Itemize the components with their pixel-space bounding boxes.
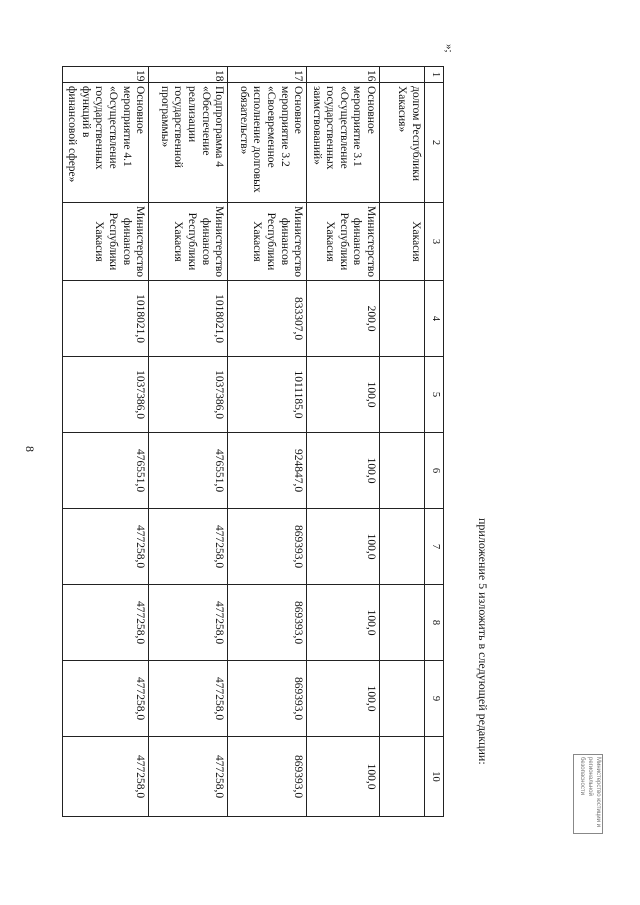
header-cell: 1	[425, 67, 444, 83]
header-cell: 2	[425, 83, 444, 203]
row-value: 100,0	[307, 661, 380, 737]
row-value: 476551,0	[62, 433, 148, 509]
row-value: 477258,0	[62, 737, 148, 817]
row-value: 477258,0	[149, 737, 228, 817]
instruction-text: приложение 5 изложить в следующей редакции:	[476, 518, 490, 765]
row-value: 1011185,0	[228, 357, 307, 433]
row-value: 100,0	[307, 585, 380, 661]
row-value: 1037386,0	[149, 357, 228, 433]
page-number: 8	[23, 446, 37, 452]
row-name: Основное мероприятие 3.1 «Осуществление государственных заимствований»	[307, 83, 380, 203]
row-value: 100,0	[307, 433, 380, 509]
row-number	[380, 67, 425, 83]
header-cell: 6	[425, 433, 444, 509]
row-executor: Хакасия	[380, 203, 425, 281]
row-name: долгом Республики Хакасия»	[380, 83, 425, 203]
row-name: Подпрограмма 4 «Обеспечение реализации государственной программы»	[149, 83, 228, 203]
table-row	[380, 67, 425, 817]
row-value: 477258,0	[62, 661, 148, 737]
row-value: 869393,0	[228, 585, 307, 661]
row-value: 200,0	[307, 281, 380, 357]
table-header-row	[425, 67, 444, 817]
row-value: 476551,0	[149, 433, 228, 509]
row-value	[380, 281, 425, 357]
row-executor: Министерство финансов Республики Хакасия	[149, 203, 228, 281]
row-number: 19	[62, 67, 148, 83]
closing-quote-mark: »;	[443, 44, 455, 53]
row-executor: Министерство финансов Республики Хакасия	[307, 203, 380, 281]
row-value: 477258,0	[149, 509, 228, 585]
row-number: 17	[228, 67, 307, 83]
row-value: 100,0	[307, 737, 380, 817]
header-cell: 9	[425, 661, 444, 737]
row-value: 477258,0	[62, 509, 148, 585]
row-value: 1018021,0	[149, 281, 228, 357]
row-executor: Министерство финансов Республики Хакасия	[228, 203, 307, 281]
header-cell: 3	[425, 203, 444, 281]
row-value: 100,0	[307, 357, 380, 433]
row-value: 869393,0	[228, 661, 307, 737]
header-cell: 7	[425, 509, 444, 585]
budget-table-container	[66, 66, 444, 816]
row-number: 18	[149, 67, 228, 83]
table-row	[228, 67, 307, 817]
row-value	[380, 661, 425, 737]
row-value: 869393,0	[228, 509, 307, 585]
row-value: 1037386,0	[62, 357, 148, 433]
row-value	[380, 433, 425, 509]
table-row	[149, 67, 228, 817]
row-executor: Министерство финансов Республики Хакасия	[62, 203, 148, 281]
row-value: 924847,0	[228, 433, 307, 509]
row-value	[380, 357, 425, 433]
row-value: 100,0	[307, 509, 380, 585]
header-cell: 8	[425, 585, 444, 661]
row-value: 477258,0	[149, 585, 228, 661]
row-value: 477258,0	[62, 585, 148, 661]
table-row	[307, 67, 380, 817]
row-value	[380, 509, 425, 585]
row-name: Основное мероприятие 3.2 «Своевременное исполнение долговых обязательств»	[228, 83, 307, 203]
row-value: 833307,0	[228, 281, 307, 357]
registration-stamp: Министерство юстиции и региональной безопасности	[573, 754, 603, 834]
header-cell: 5	[425, 357, 444, 433]
header-cell: 10	[425, 737, 444, 817]
table-row	[62, 67, 148, 817]
row-value: 869393,0	[228, 737, 307, 817]
row-name: Основное мероприятие 4.1 «Осуществление государственных функций в финансовой сфере»	[62, 83, 148, 203]
row-number: 16	[307, 67, 380, 83]
row-value: 477258,0	[149, 661, 228, 737]
budget-table	[62, 66, 444, 817]
header-cell: 4	[425, 281, 444, 357]
row-value	[380, 585, 425, 661]
row-value	[380, 737, 425, 817]
row-value: 1018021,0	[62, 281, 148, 357]
